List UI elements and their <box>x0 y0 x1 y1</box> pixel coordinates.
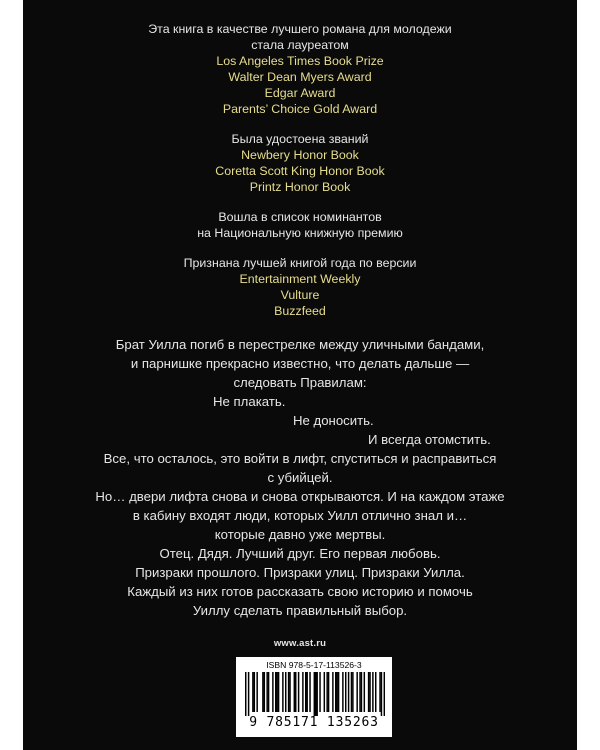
synopsis-line: которые давно уже мертвы. <box>214 527 386 542</box>
synopsis-line: Все, что осталось, это войти в лифт, спуститься и расправиться <box>103 451 497 466</box>
synopsis-line: Но… двери лифта снова и снова открываются. И на каждом этаже <box>95 489 505 504</box>
publisher-website[interactable]: www.ast.ru <box>273 638 327 649</box>
isbn-label: ISBN 978-5-17-113526-3 <box>266 660 362 670</box>
award-name: Walter Dean Myers Award <box>228 70 372 84</box>
award-caption: Была удостоена званий <box>231 132 369 146</box>
barcode-block <box>236 657 392 737</box>
award-name: Los Angeles Times Book Prize <box>216 54 384 68</box>
synopsis-line: Не доносить. <box>293 413 374 428</box>
synopsis-line: Не плакать. <box>213 394 286 409</box>
synopsis-line: И всегда отомстить. <box>368 432 491 447</box>
award-name: Parents’ Choice Gold Award <box>222 102 378 116</box>
award-name: Printz Honor Book <box>249 180 351 194</box>
synopsis-line: и парнишке прекрасно известно, что делать дальше — <box>130 356 470 371</box>
award-caption: Эта книга в качестве лучшего романа для молодежи <box>148 22 452 36</box>
synopsis-line: Брат Уилла погиб в перестрелке между уличными бандами, <box>115 337 485 352</box>
award-group <box>23 209 577 241</box>
award-name: Vulture <box>280 288 320 302</box>
synopsis-line: с убийцей. <box>267 470 333 485</box>
award-name: Edgar Award <box>264 86 336 100</box>
award-name: Entertainment Weekly <box>239 272 361 286</box>
award-group <box>23 255 577 319</box>
back-cover <box>23 0 577 750</box>
award-caption: стала лауреатом <box>251 38 349 52</box>
award-group <box>23 131 577 195</box>
award-name: Newbery Honor Book <box>241 148 359 162</box>
synopsis-line: Отец. Дядя. Лучший друг. Его первая любовь. <box>159 546 441 561</box>
synopsis-line: в кабину входят люди, которых Уилл отлично знал и… <box>132 508 468 523</box>
barcode-icon <box>245 672 385 716</box>
synopsis-line: следовать Правилам: <box>233 375 367 390</box>
barcode-digits: 9 785171 135263 <box>249 715 379 730</box>
synopsis <box>23 335 577 620</box>
award-caption: на Национальную книжную премию <box>197 226 403 240</box>
award-caption: Признана лучшей книгой года по версии <box>183 256 417 270</box>
award-name: Coretta Scott King Honor Book <box>215 164 385 178</box>
synopsis-line: Призраки прошлого. Призраки улиц. Призраки Уилла. <box>135 565 465 580</box>
award-group <box>23 21 577 117</box>
synopsis-line: Уиллу сделать правильный выбор. <box>192 603 408 618</box>
awards-section <box>23 21 577 333</box>
award-name: Buzzfeed <box>274 304 326 318</box>
synopsis-line: Каждый из них готов рассказать свою историю и помочь <box>127 584 473 599</box>
award-caption: Вошла в список номинантов <box>218 210 382 224</box>
